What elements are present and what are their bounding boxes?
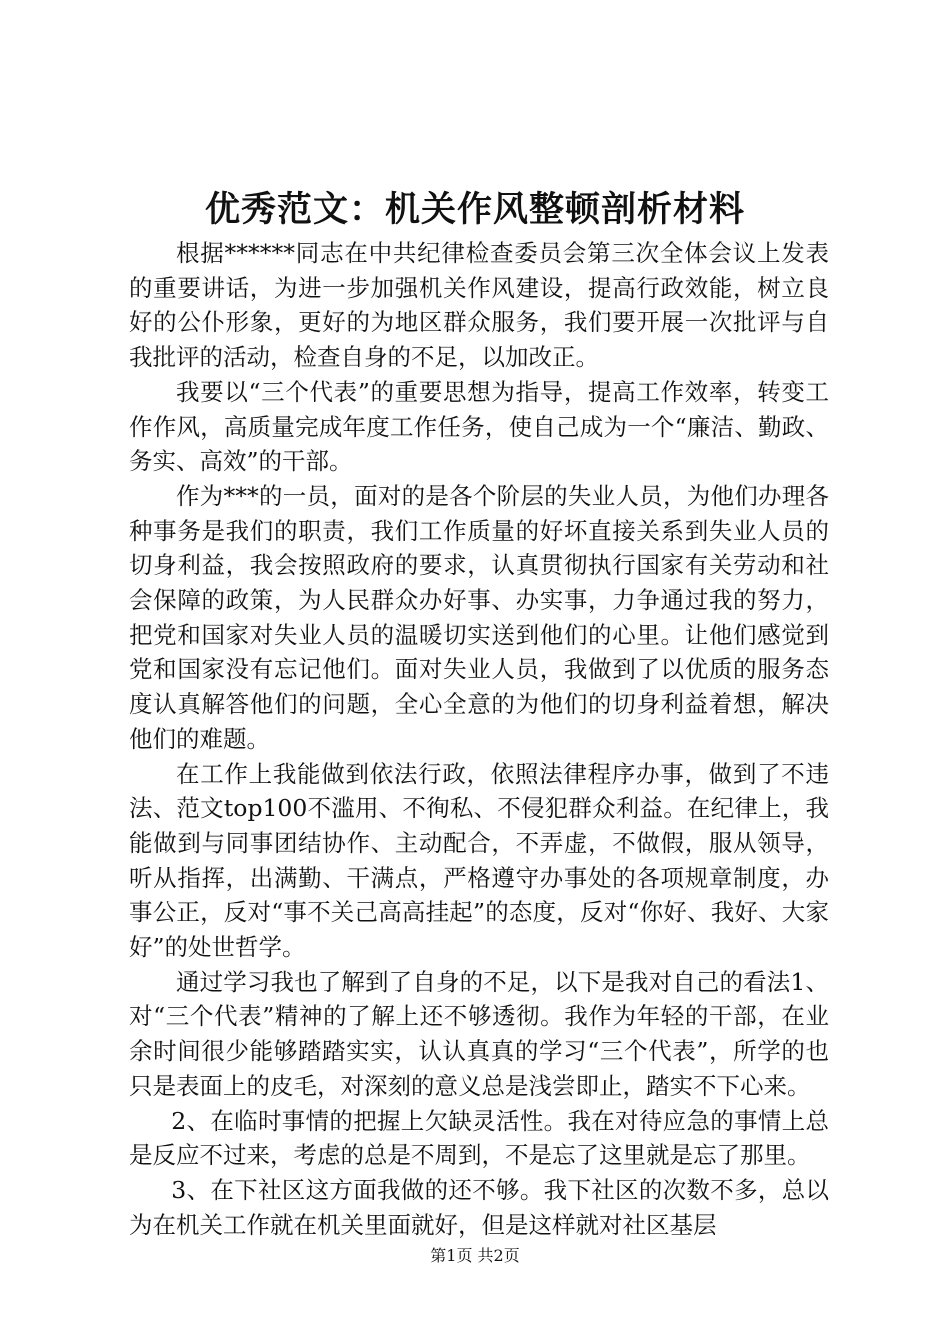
paragraph-3: 作为***的一员，面对的是各个阶层的失业人员，为他们办理各种事务是我们的职责，我们工作质量的好坏直接关系到失业人员的切身利益，我会按照政府的要求，认真贯彻执行国家有关劳动和社会保障的政策，为人民群众办好事、办实事，力争通过我的努力，把党和国家对失业人员的温暖切实送到他们的心里。让他们感觉到党和国家没有忘记他们。面对失业人员，我做到了以优质的服务态度认真解答他们的问题，全心全意的为他们的切身利益着想，解决他们的难题。 [129,481,829,753]
paragraph-6: 2、在临时事情的把握上欠缺灵活性。我在对待应急的事情上总是反应不过来，考虑的总是不周到，不是忘了这里就是忘了那里。 [129,1106,829,1170]
paragraph-5: 通过学习我也了解到了自身的不足，以下是我对自己的看法1、对“三个代表”精神的了解上还不够透彻。我作为年轻的干部，在业余时间很少能够踏踏实实，认认真真的学习“三个代表”，所学的也只是表面上的皮毛，对深刻的意义总是浅尝即止，踏实不下心来。 [129,967,829,1100]
paragraph-4: 在工作上我能做到依法行政，依照法律程序办事，做到了不违法、范文top100不滥用、不徇私、不侵犯群众利益。在纪律上，我能做到与同事团结协作、主动配合，不弄虚，不做假，服从领导，听从指挥，出满勤、干满点，严格遵守办事处的各项规章制度，办事公正，反对“事不关己高高挂起”的态度，反对“你好、我好、大家好”的处世哲学。 [129,759,829,962]
document-title: 优秀范文：机关作风整顿剖析材料 [204,189,745,230]
paragraph-1: 根据******同志在中共纪律检查委员会第三次全体会议上发表的重要讲话，为进一步加强机关作风建设，提高行政效能，树立良好的公仆形象，更好的为地区群众服务，我们要开展一次批评与自我批评的活动，检查自身的不足，以加改正。 [129,239,829,372]
paragraph-2: 我要以“三个代表”的重要思想为指导，提高工作效率，转变工作作风，高质量完成年度工作任务，使自己成为一个“廉洁、勤政、务实、高效”的干部。 [129,377,829,476]
paragraph-7: 3、在下社区这方面我做的还不够。我下社区的次数不多，总以为在机关工作就在机关里面就好，但是这样就对社区基层 [129,1175,829,1239]
document-body [129,236,829,1242]
page-footer: 第1页 共2页 [430,1246,520,1265]
